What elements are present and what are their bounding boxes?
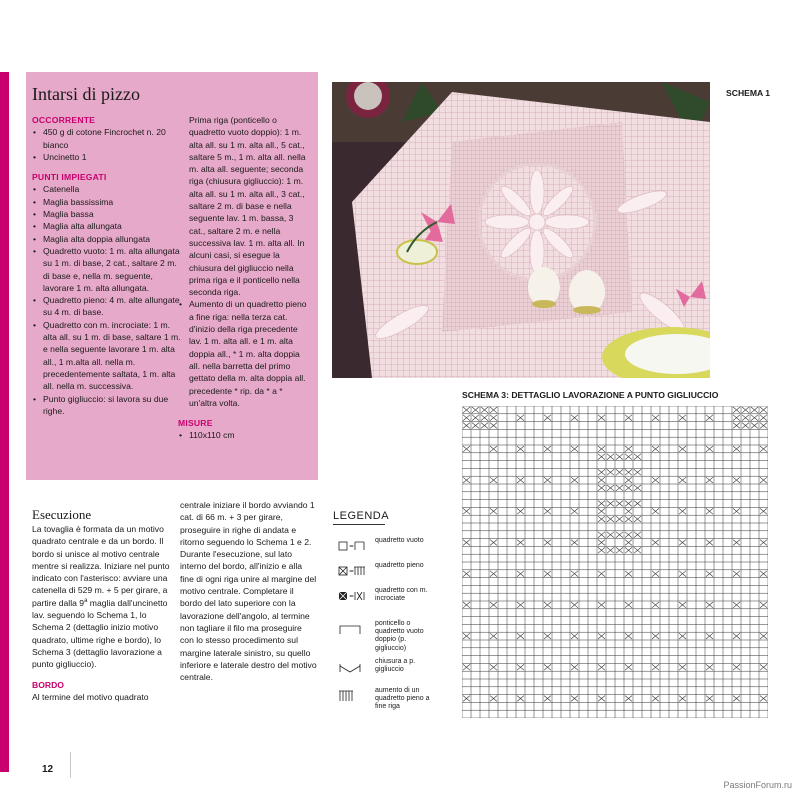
stitch-mark bbox=[625, 696, 632, 702]
stitch-mark bbox=[634, 485, 641, 491]
stitch-mark bbox=[598, 540, 605, 546]
closure-icon bbox=[338, 658, 370, 680]
crochet-chart-grid bbox=[462, 406, 768, 718]
stitch-mark bbox=[679, 508, 686, 514]
stitch-mark bbox=[760, 540, 767, 546]
stitch-mark bbox=[625, 477, 632, 483]
stitch-mark bbox=[760, 664, 767, 670]
stitch-mark bbox=[517, 508, 524, 514]
stitch-mark bbox=[544, 571, 551, 577]
stitch-mark bbox=[625, 516, 632, 522]
stitch-mark bbox=[544, 508, 551, 514]
empty-square-icon bbox=[338, 537, 370, 559]
stitch-mark bbox=[625, 446, 632, 452]
stitch-mark bbox=[571, 540, 578, 546]
stitch-mark bbox=[733, 407, 740, 413]
stitch-mark bbox=[571, 602, 578, 608]
stitch-mark bbox=[679, 477, 686, 483]
stitch-mark bbox=[652, 696, 659, 702]
stitch-mark bbox=[733, 664, 740, 670]
stitch-mark bbox=[598, 485, 605, 491]
stitch-mark bbox=[706, 446, 713, 452]
aumento-list bbox=[178, 298, 312, 409]
schema-1-label: SCHEMA 1 bbox=[726, 88, 771, 98]
stitch-mark bbox=[634, 454, 641, 460]
gigliuccio-description: Prima riga (ponticello o quadretto vuoto doppio): 1 m. alta all. su 1 m. alta all., 5 cat., saltare 5 m., 1 m. alta all. nella m. alta all. seguente; seconda riga (chiusura gigliuccio): 1 m. alta all. su 1 m. alta all., 3 cat., saltare 2 m. di base e nella seguente lav. 1 m. bassa, 3 cat., saltare 2 m. e nella successiva lav. 1 m. alta all. In alcuni casi, si esegue la chiusura del gigliuccio nella prima riga e il ponticello nella seconda riga. bbox=[189, 115, 306, 298]
stitch-mark bbox=[652, 446, 659, 452]
stitch-mark bbox=[652, 415, 659, 421]
bridge-icon bbox=[338, 620, 370, 642]
stitch-mark bbox=[463, 508, 470, 514]
svg-text:=: = bbox=[349, 593, 355, 600]
stitch-mark bbox=[625, 602, 632, 608]
stitch-mark bbox=[625, 508, 632, 514]
stitch-mark bbox=[616, 532, 623, 538]
svg-text:=: = bbox=[349, 543, 355, 550]
stitch-mark bbox=[571, 415, 578, 421]
esecuzione-paragraph bbox=[32, 523, 172, 671]
stitch-mark bbox=[625, 571, 632, 577]
stitch-mark bbox=[472, 407, 479, 413]
stitch-mark bbox=[463, 477, 470, 483]
stitch-mark bbox=[742, 415, 749, 421]
list-item: • Maglia bassissima bbox=[32, 196, 182, 208]
stitch-mark bbox=[733, 508, 740, 514]
stitch-mark bbox=[598, 469, 605, 475]
stitch-mark bbox=[760, 407, 767, 413]
stitch-mark bbox=[607, 516, 614, 522]
stitch-mark bbox=[571, 571, 578, 577]
stitch-mark bbox=[517, 477, 524, 483]
grid-path bbox=[462, 406, 768, 718]
stitch-mark bbox=[463, 423, 470, 429]
legend-text: aumento di un quadretto pieno a fine riga bbox=[375, 687, 430, 711]
esecuzione-text-b: maglia dall'uncinetto lav. seguendo lo Schema 1, lo Schema 2 (dettaglio inizio motivo quadrato, ultime righe e bordo), lo Schema 3 (dettaglio lavorazione a punto gigliuccio). bbox=[32, 597, 168, 670]
stitch-mark bbox=[625, 540, 632, 546]
stitch-mark bbox=[634, 532, 641, 538]
list-item: • Aumento di un quadretto pieno a fine riga: nella terza cat. d'inizio della riga precedente lav. 1 m. alta all. e 1 m. alta doppia all., * 1 m. alta doppia all. nella barretta del primo gettato della m. alta doppia all. precedente * rip. da * a * un'altra volta. bbox=[178, 298, 312, 409]
schema-3-title: SCHEMA 3: DETTAGLIO LAVORAZIONE A PUNTO GIGLIUCCIO bbox=[462, 390, 719, 400]
stitch-mark bbox=[652, 508, 659, 514]
list-item: • Maglia alta allungata bbox=[32, 220, 182, 232]
stitch-mark bbox=[679, 540, 686, 546]
list-item: • Quadretto vuoto: 1 m. alta allungata su 1 m. di base, 2 cat., saltare 2 m. di base e, nella m. seguente, lavorare 1 m. alta allungata. bbox=[32, 245, 182, 294]
stitch-mark bbox=[760, 415, 767, 421]
stitch-mark bbox=[679, 602, 686, 608]
stitch-mark bbox=[517, 664, 524, 670]
stitch-mark bbox=[463, 602, 470, 608]
stitch-mark bbox=[616, 547, 623, 553]
stitch-mark bbox=[517, 633, 524, 639]
stitch-mark bbox=[490, 664, 497, 670]
stitch-mark bbox=[760, 696, 767, 702]
stitch-mark bbox=[706, 602, 713, 608]
stitch-mark bbox=[706, 633, 713, 639]
stitch-mark bbox=[625, 501, 632, 507]
accent-bar bbox=[0, 72, 9, 772]
stitch-mark bbox=[598, 532, 605, 538]
tablecloth-illustration bbox=[332, 82, 710, 378]
stitch-mark bbox=[598, 516, 605, 522]
stitch-mark bbox=[490, 477, 497, 483]
stitch-mark bbox=[706, 696, 713, 702]
stitch-mark bbox=[760, 423, 767, 429]
stitch-mark bbox=[481, 407, 488, 413]
stitch-mark bbox=[472, 415, 479, 421]
stitch-mark bbox=[517, 696, 524, 702]
esecuzione-paragraph-2: centrale iniziare il bordo avviando 1 cat. di 66 m. + 3 per girare, proseguire in righe di andata e ritorno seguendo lo Schema 1 e 2. Durante l'esecuzione, sul lato interno del bordo, all'inizio e alla fine di ogni riga unire al margine del motivo centrale. Completare il bordo del lato superiore con la lavorazione dell'angolo, al termine non tagliare il filo ma proseguire con lo stesso procedimento sul margine laterale sinistro, su quello inferiore e laterale destro del motivo centrale. bbox=[180, 500, 317, 683]
stitch-mark bbox=[679, 571, 686, 577]
stitch-mark bbox=[481, 415, 488, 421]
list-item: • Catenella bbox=[32, 183, 182, 195]
stitch-mark bbox=[751, 423, 758, 429]
stitch-mark bbox=[571, 446, 578, 452]
stitch-mark bbox=[625, 469, 632, 475]
tablecloth-photo bbox=[332, 82, 710, 378]
stitch-mark bbox=[706, 540, 713, 546]
stitch-mark bbox=[652, 571, 659, 577]
stitch-mark bbox=[706, 508, 713, 514]
stitch-mark bbox=[652, 633, 659, 639]
stitch-mark bbox=[634, 547, 641, 553]
stitch-mark bbox=[544, 602, 551, 608]
filled-square-icon bbox=[338, 562, 370, 584]
stitch-mark bbox=[490, 696, 497, 702]
stitch-mark bbox=[544, 446, 551, 452]
materials-column-1 bbox=[32, 114, 182, 425]
stitch-mark bbox=[634, 501, 641, 507]
stitch-mark bbox=[634, 516, 641, 522]
stitch-mark bbox=[598, 633, 605, 639]
stitch-mark bbox=[544, 540, 551, 546]
chart-grid-lines bbox=[462, 406, 768, 718]
stitch-mark bbox=[733, 477, 740, 483]
stitch-mark bbox=[616, 469, 623, 475]
stitch-mark bbox=[616, 516, 623, 522]
stitch-mark bbox=[751, 407, 758, 413]
stitch-mark bbox=[607, 547, 614, 553]
punti-list bbox=[32, 183, 182, 417]
stitch-mark bbox=[598, 571, 605, 577]
stitch-mark bbox=[760, 477, 767, 483]
stitch-mark bbox=[733, 415, 740, 421]
stitch-mark bbox=[616, 501, 623, 507]
stitch-mark bbox=[463, 415, 470, 421]
stitch-mark bbox=[598, 664, 605, 670]
stitch-mark bbox=[490, 446, 497, 452]
stitch-mark bbox=[490, 633, 497, 639]
misure-list bbox=[178, 429, 312, 441]
stitch-mark bbox=[463, 446, 470, 452]
list-item: • Maglia bassa bbox=[32, 208, 182, 220]
stitch-mark bbox=[607, 454, 614, 460]
legend-text: quadretto vuoto bbox=[375, 537, 424, 544]
stitch-mark bbox=[733, 696, 740, 702]
stitch-mark bbox=[490, 571, 497, 577]
increase-icon bbox=[338, 687, 370, 709]
stitch-mark bbox=[571, 633, 578, 639]
stitch-mark bbox=[742, 407, 749, 413]
stitch-mark bbox=[490, 415, 497, 421]
stitch-mark bbox=[760, 602, 767, 608]
esecuzione-column-1 bbox=[32, 523, 172, 703]
page-number-divider bbox=[70, 752, 71, 778]
punti-heading: PUNTI IMPIEGATI bbox=[32, 172, 107, 183]
stitch-mark bbox=[706, 664, 713, 670]
list-item: • 110x110 cm bbox=[178, 429, 312, 441]
stitch-mark bbox=[598, 602, 605, 608]
stitch-mark bbox=[463, 633, 470, 639]
stitch-mark bbox=[607, 532, 614, 538]
stitch-mark bbox=[517, 602, 524, 608]
stitch-mark bbox=[652, 477, 659, 483]
stitch-mark bbox=[598, 696, 605, 702]
stitch-mark bbox=[517, 571, 524, 577]
svg-text:=: = bbox=[349, 568, 355, 575]
stitch-mark bbox=[706, 571, 713, 577]
stitch-mark bbox=[517, 415, 524, 421]
list-item: • Punto gigliuccio: si lavora su due righe. bbox=[32, 393, 182, 418]
stitch-mark bbox=[544, 633, 551, 639]
stitch-mark bbox=[625, 547, 632, 553]
stitch-mark bbox=[616, 485, 623, 491]
stitch-mark bbox=[751, 415, 758, 421]
list-item: • Quadretto con m. incrociate: 1 m. alta all. su 1 m. di base, saltare 1 m. e nella seguente lavorare 1 m. alta all., 1 m.alta all. nella m. precedentemente saltata, 1 m. alta all. nella m. successiva. bbox=[32, 319, 182, 393]
crossed-square-icon bbox=[338, 587, 370, 609]
stitch-mark bbox=[472, 423, 479, 429]
stitch-mark bbox=[625, 485, 632, 491]
stitch-mark bbox=[598, 446, 605, 452]
stitch-mark bbox=[490, 407, 497, 413]
stitch-mark bbox=[598, 454, 605, 460]
list-item: • Uncinetto 1 bbox=[32, 151, 182, 163]
stitch-mark bbox=[634, 469, 641, 475]
schema-3-chart bbox=[462, 406, 768, 718]
legend-title: LEGENDA bbox=[333, 510, 390, 522]
occorrente-list bbox=[32, 126, 182, 163]
stitch-mark bbox=[625, 415, 632, 421]
esecuzione-text-a: La tovaglia è formata da un motivo quadrato centrale e da un bordo. Il bordo si unisce al motivo centrale mentre si realizza. Iniziare nel punto indicato con l'asterisco: avviare una catenella di 529 m. + 5 per girare, a partire dalla 9 bbox=[32, 524, 170, 608]
stitch-mark bbox=[598, 477, 605, 483]
stitch-mark bbox=[607, 485, 614, 491]
stitch-mark bbox=[733, 602, 740, 608]
stitch-mark bbox=[733, 423, 740, 429]
stitch-mark bbox=[517, 540, 524, 546]
stitch-mark bbox=[490, 602, 497, 608]
stitch-mark bbox=[679, 633, 686, 639]
stitch-mark bbox=[490, 423, 497, 429]
bordo-text: Al termine del motivo quadrato bbox=[32, 691, 149, 702]
page-number: 12 bbox=[42, 764, 54, 775]
stitch-mark bbox=[616, 454, 623, 460]
materials-column-2 bbox=[178, 114, 312, 450]
stitch-mark bbox=[679, 446, 686, 452]
stitch-mark bbox=[607, 501, 614, 507]
stitch-mark bbox=[706, 477, 713, 483]
ordinal-marker: a bbox=[84, 597, 88, 604]
legend-text: ponticello o quadretto vuoto doppio (p. gigliuccio) bbox=[375, 620, 424, 652]
stitch-mark bbox=[733, 540, 740, 546]
stitch-mark bbox=[733, 571, 740, 577]
stitch-mark bbox=[598, 501, 605, 507]
stitch-mark bbox=[652, 664, 659, 670]
stitch-mark bbox=[571, 508, 578, 514]
stitch-mark bbox=[571, 696, 578, 702]
stitch-mark bbox=[652, 540, 659, 546]
legend-text: quadretto pieno bbox=[375, 562, 424, 569]
stitch-mark bbox=[706, 415, 713, 421]
page-title: Intarsi di pizzo bbox=[32, 84, 140, 104]
stitch-mark bbox=[517, 446, 524, 452]
stitch-mark bbox=[607, 469, 614, 475]
stitch-mark bbox=[742, 423, 749, 429]
legend-divider bbox=[333, 524, 385, 525]
stitch-mark bbox=[571, 664, 578, 670]
stitch-mark bbox=[679, 696, 686, 702]
stitch-mark bbox=[733, 633, 740, 639]
stitch-mark bbox=[733, 446, 740, 452]
misure-heading: MISURE bbox=[178, 418, 213, 429]
stitch-mark bbox=[463, 571, 470, 577]
stitch-mark bbox=[481, 423, 488, 429]
list-item: • Maglia alta doppia allungata bbox=[32, 233, 182, 245]
stitch-mark bbox=[598, 508, 605, 514]
stitch-mark bbox=[625, 454, 632, 460]
bordo-heading: BORDO bbox=[32, 679, 64, 690]
legend-text: chiusura a p. gigliuccio bbox=[375, 658, 416, 674]
stitch-mark bbox=[679, 415, 686, 421]
stitch-mark bbox=[544, 696, 551, 702]
esecuzione-title: Esecuzione bbox=[32, 507, 92, 522]
stitch-mark bbox=[544, 477, 551, 483]
stitch-mark bbox=[463, 696, 470, 702]
stitch-mark bbox=[679, 664, 686, 670]
stitch-mark bbox=[571, 477, 578, 483]
list-item: • Quadretto pieno: 4 m. alte allungate su 4 m. di base. bbox=[32, 294, 182, 319]
stitch-mark bbox=[625, 664, 632, 670]
stitch-mark bbox=[760, 571, 767, 577]
stitch-mark bbox=[760, 633, 767, 639]
stitch-mark bbox=[760, 508, 767, 514]
watermark: PassionForum.ru bbox=[723, 780, 792, 790]
stitch-mark bbox=[463, 407, 470, 413]
stitch-mark bbox=[463, 664, 470, 670]
stitch-mark bbox=[625, 633, 632, 639]
stitch-mark bbox=[760, 446, 767, 452]
list-item: • 450 g di cotone Fincrochet n. 20 bianco bbox=[32, 126, 182, 151]
stitch-mark bbox=[598, 547, 605, 553]
esecuzione-column-2 bbox=[180, 499, 318, 683]
stitch-mark bbox=[625, 532, 632, 538]
stitch-mark bbox=[490, 540, 497, 546]
stitch-mark bbox=[463, 540, 470, 546]
stitch-mark bbox=[544, 415, 551, 421]
stitch-mark bbox=[652, 602, 659, 608]
stitch-mark bbox=[544, 664, 551, 670]
stitch-mark bbox=[490, 508, 497, 514]
stitch-mark bbox=[598, 415, 605, 421]
occorrente-heading: OCCORRENTE bbox=[32, 115, 96, 125]
legend-text: quadretto con m. incrociate bbox=[375, 587, 428, 603]
